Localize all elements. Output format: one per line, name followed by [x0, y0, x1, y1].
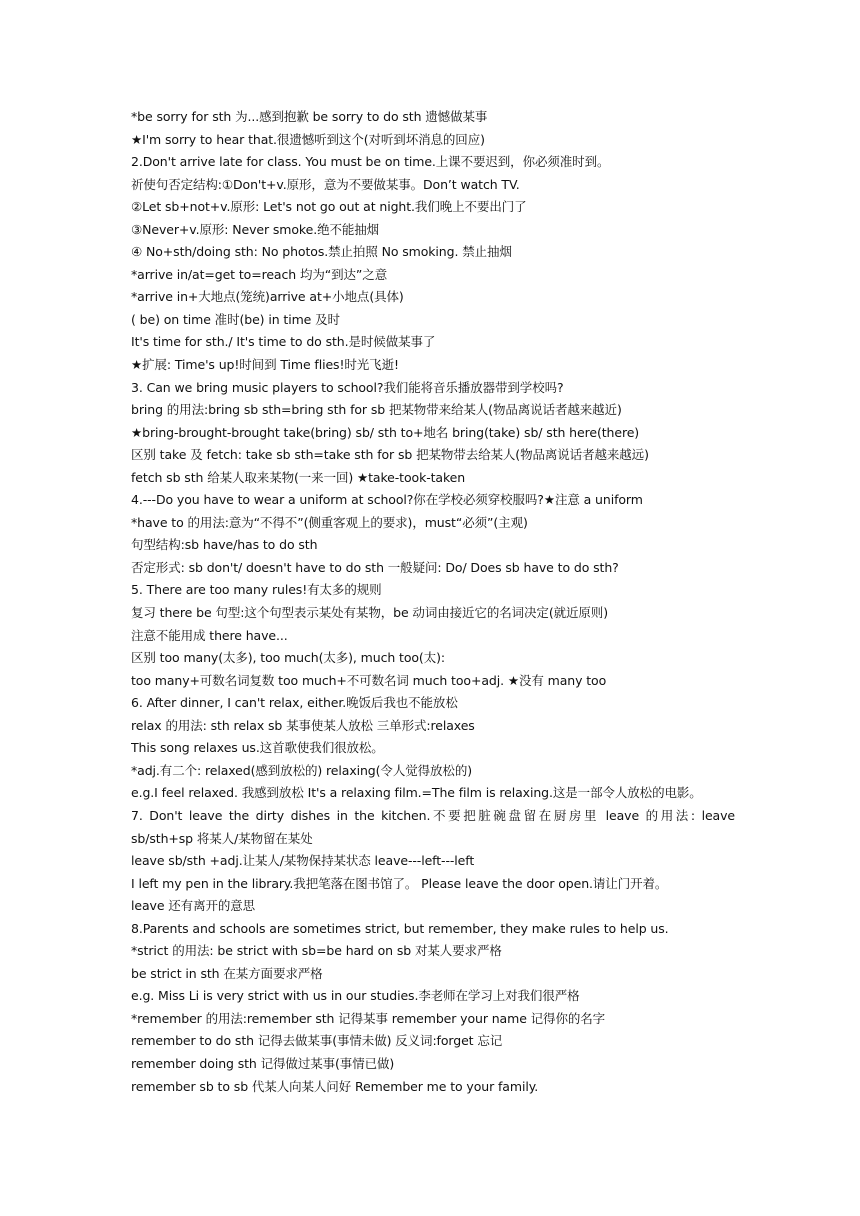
- text-line: fetch sb sth 给某人取来某物(一来一回) ★take-took-taken: [131, 469, 466, 485]
- text-line: *remember 的用法:remember sth 记得某事 remember your name 记得你的名字: [131, 1010, 606, 1026]
- text-line: remember doing sth 记得做过某事(事情已做): [131, 1055, 395, 1071]
- text-line: 注意不能用成 there have...: [131, 627, 288, 643]
- text-line: It's time for sth./ It's time to do sth.是时候做某事了: [131, 334, 436, 350]
- text-line: leave sb/sth +adj.让某人/某物保持某状态 leave---left---left: [131, 853, 475, 869]
- text-line: too many+可数名词复数 too much+不可数名词 much too+adj. ★没有 many too: [131, 672, 607, 688]
- text-line: 句型结构:sb have/has to do sth: [131, 537, 318, 553]
- text-line: remember sb to sb 代某人向某人问好 Remember me to your family.: [131, 1078, 539, 1094]
- text-line: *strict 的用法: be strict with sb=be hard on sb 对某人要求严格: [131, 943, 502, 959]
- text-line: This song relaxes us.这首歌使我们很放松。: [131, 740, 384, 756]
- text-line: sb/sth+sp 将某人/某物留在某处: [131, 830, 313, 846]
- text-line: 区别 too many(太多), too much(太多), much too(太):: [131, 650, 445, 666]
- text-line: leave 还有离开的意思: [131, 898, 256, 914]
- text-line: 否定形式: sb don't/ doesn't have to do sth 一般疑问: Do/ Does sb have to do sth?: [131, 559, 619, 575]
- text-line: 6. After dinner, I can't relax, either.晚饭后我也不能放松: [131, 695, 458, 711]
- text-line: ( be) on time 准时(be) in time 及时: [131, 311, 340, 327]
- text-line: *arrive in+大地点(笼统)arrive at+小地点(具体): [131, 289, 404, 305]
- text-line: bring 的用法:bring sb sth=bring sth for sb 把某物带来给某人(物品离说话者越来越近): [131, 402, 622, 418]
- text-line: *be sorry for sth 为...感到抱歉 be sorry to do sth 遗憾做某事: [131, 109, 488, 124]
- document-body: [131, 106, 735, 1098]
- text-line: ③Never+v.原形: Never smoke.绝不能抽烟: [131, 221, 380, 237]
- text-line: ★扩展: Time's up!时间到 Time flies!时光飞逝!: [131, 357, 399, 373]
- text-line: 7. Don't leave the dirty dishes in the kitchen.不要把脏碗盘留在厨房里 leave 的用法: leave: [131, 807, 735, 823]
- text-line: *arrive in/at=get to=reach 均为“到达”之意: [131, 266, 388, 282]
- text-line: e.g. Miss Li is very strict with us in our studies.李老师在学习上对我们很严格: [131, 988, 580, 1004]
- text-line: remember to do sth 记得去做某事(事情未做) 反义词:forget 忘记: [131, 1033, 503, 1049]
- text-line: 复习 there be 句型:这个句型表示某处有某物，be 动词由接近它的名词决定(就近原则): [131, 605, 608, 621]
- text-line: 8.Parents and schools are sometimes strict, but remember, they make rules to help us.: [131, 920, 669, 936]
- text-line: ★bring-brought-brought take(bring) sb/ sth to+地名 bring(take) sb/ sth here(there): [131, 424, 640, 440]
- text-line: 3. Can we bring music players to school?我们能将音乐播放器带到学校吗?: [131, 379, 564, 395]
- text-line: *have to 的用法:意为“不得不”(侧重客观上的要求)，must“必须”(主观): [131, 514, 528, 530]
- text-line: ④ No+sth/doing sth: No photos.禁止拍照 No smoking. 禁止抽烟: [131, 244, 512, 260]
- text-line: be strict in sth 在某方面要求严格: [131, 965, 323, 981]
- text-line: I left my pen in the library.我把笔落在图书馆了。 Please leave the door open.请让门开着。: [131, 875, 668, 891]
- text-line: 2.Don't arrive late for class. You must be on time.上课不要迟到，你必须准时到。: [131, 154, 610, 170]
- text-line: ★I'm sorry to hear that.很遗憾听到这个(对听到坏消息的回应): [131, 131, 485, 147]
- text-line: 5. There are too many rules!有太多的规则: [131, 582, 382, 598]
- text-line: ②Let sb+not+v.原形: Let's not go out at night.我们晚上不要出门了: [131, 199, 527, 215]
- text-line: 4.---Do you have to wear a uniform at school?你在学校必须穿校服吗?★注意 a uniform: [131, 492, 643, 508]
- text-line: 祈使句否定结构:①Don't+v.原形，意为不要做某事。Don’t watch TV.: [131, 176, 520, 192]
- text-line: *adj.有二个: relaxed(感到放松的) relaxing(令人觉得放松的): [131, 762, 472, 778]
- text-line: 区别 take 及 fetch: take sb sth=take sth for sb 把某物带去给某人(物品离说话者越来越远): [131, 447, 649, 463]
- text-line: e.g.I feel relaxed. 我感到放松 It's a relaxing film.=The film is relaxing.这是一部令人放松的电影。: [131, 785, 702, 801]
- text-line: relax 的用法: sth relax sb 某事使某人放松 三单形式:relaxes: [131, 717, 475, 733]
